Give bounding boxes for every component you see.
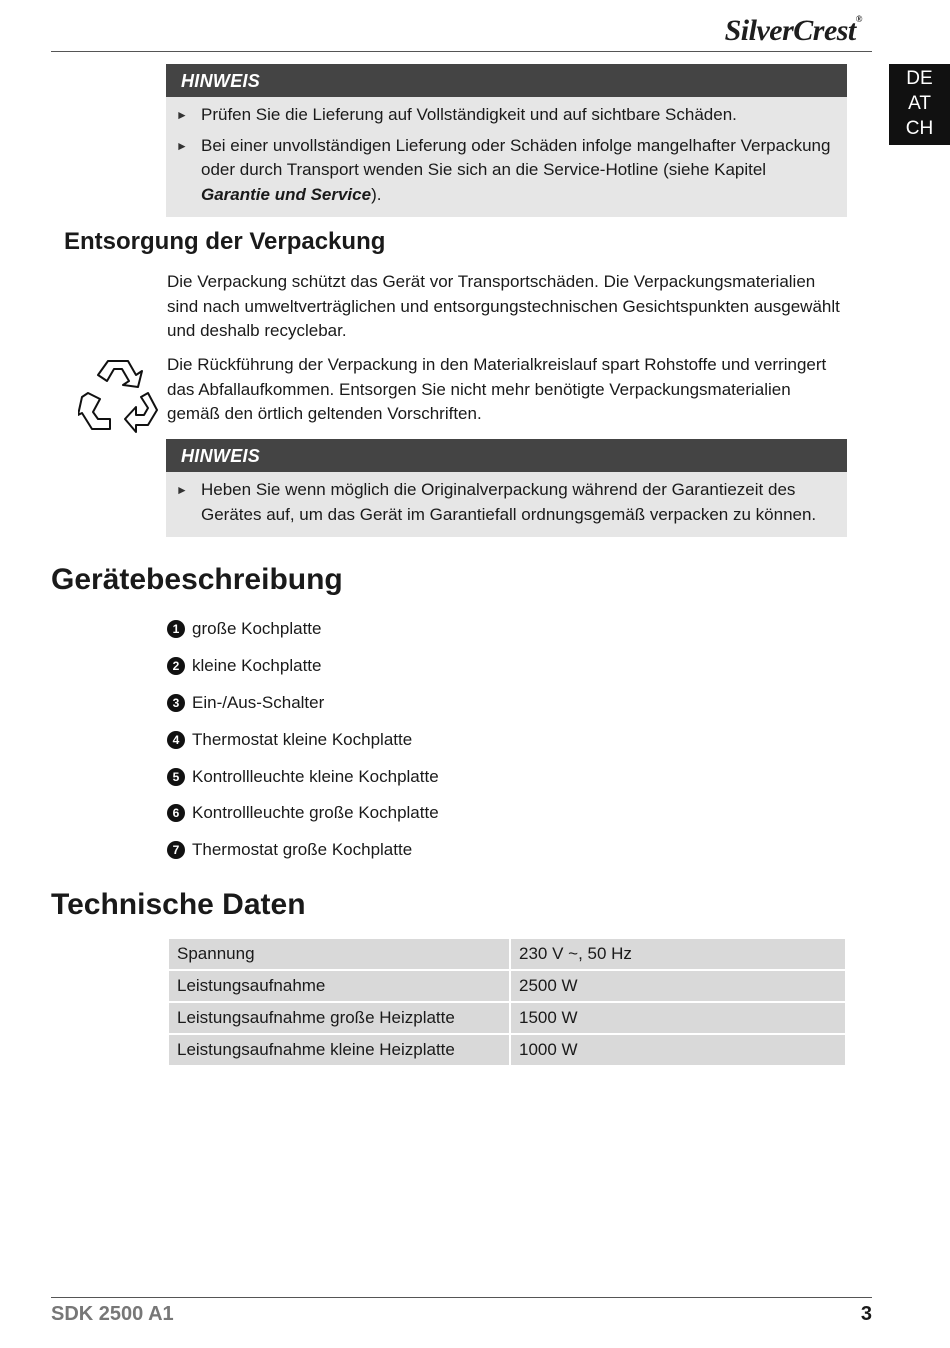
parts-list (167, 611, 439, 869)
part-label: Ein-/Aus-Schalter (192, 692, 325, 712)
brand-registered-mark: ® (855, 14, 862, 24)
note-item (176, 134, 839, 208)
note-text-prefix: Bei einer unvollständigen Lieferung oder Schäden infolge mangelhafter Verpackung oder durch Transport wenden Sie sich an die Service-Hotline (siehe Kapitel (201, 135, 831, 179)
note-text-suffix: ). (371, 184, 382, 204)
number-badge: 5 (167, 768, 185, 786)
number-badge: 6 (167, 804, 185, 822)
spec-label: Leistungsaufnahme kleine Heizplatte (169, 1035, 509, 1065)
table-row (169, 1003, 845, 1033)
spec-value: 230 V ~, 50 Hz (511, 939, 845, 969)
disposal-paragraph-1: Die Verpackung schützt das Gerät vor Transportschäden. Die Verpackungsmaterialien sind nach umweltverträglichen und entsorgungstechnischen Gesichtspunkten ausgewählt und deshalb recyclebar. (167, 272, 840, 340)
part-label: kleine Kochplatte (192, 656, 322, 676)
note-box-packaging (166, 439, 847, 537)
list-item (167, 832, 439, 869)
list-item (167, 611, 439, 648)
language-tab (889, 64, 950, 145)
recycling-icon (78, 355, 158, 433)
number-badge: 3 (167, 694, 185, 712)
table-row (169, 971, 845, 1001)
part-label: Kontrollleuchte kleine Kochplatte (192, 766, 439, 786)
language-at: AT (908, 93, 931, 114)
model-number: SDK 2500 A1 (51, 1303, 174, 1325)
bullet-arrow-icon: ► (176, 483, 188, 497)
spec-label: Leistungsaufnahme große Heizplatte (169, 1003, 509, 1033)
note-title: HINWEIS (166, 439, 847, 472)
language-ch: CH (905, 118, 934, 139)
part-label: Thermostat große Kochplatte (192, 840, 413, 860)
bullet-arrow-icon: ► (176, 108, 188, 122)
language-de: DE (906, 68, 933, 89)
list-item (167, 795, 439, 832)
number-badge: 7 (167, 841, 185, 859)
brand-name: SilverCrest (724, 14, 856, 47)
section-title-disposal: Entsorgung der Verpackung (64, 228, 386, 255)
brand-logo (725, 14, 862, 48)
part-label: große Kochplatte (192, 619, 322, 639)
table-row (169, 939, 845, 969)
part-label: Thermostat kleine Kochplatte (192, 729, 413, 749)
footer-rule (51, 1297, 872, 1298)
note-item (176, 103, 839, 128)
note-text (201, 134, 839, 208)
spec-value: 1500 W (511, 1003, 845, 1033)
number-badge: 4 (167, 731, 185, 749)
spec-label: Spannung (169, 939, 509, 969)
table-row (169, 1035, 845, 1065)
number-badge: 1 (167, 620, 185, 638)
note-text-bold: Garantie und Service (201, 184, 372, 204)
note-list (166, 97, 847, 217)
spec-label: Leistungsaufnahme (169, 971, 509, 1001)
note-list (166, 472, 847, 537)
note-text: Prüfen Sie die Lieferung auf Vollständigkeit und auf sichtbare Schäden. (201, 105, 737, 124)
disposal-paragraph-2: Die Rückführung der Verpackung in den Materialkreislauf spart Rohstoffe und verringert das Abfallaufkommen. Entsorgen Sie nicht mehr benötigte Verpackungsmaterialien gemäß den örtlich geltenden Vorschriften. (167, 355, 827, 423)
number-badge: 2 (167, 657, 185, 675)
section-title-specs: Technische Daten (51, 888, 306, 921)
page-number: 3 (860, 1303, 872, 1325)
spec-value: 2500 W (511, 971, 845, 1001)
specs-table (167, 937, 847, 1067)
list-item (167, 648, 439, 685)
list-item (167, 758, 439, 795)
bullet-arrow-icon: ► (176, 138, 188, 153)
part-label: Kontrollleuchte große Kochplatte (192, 803, 439, 823)
note-box-delivery (166, 64, 847, 217)
section-title-description: Gerätebeschreibung (51, 563, 343, 596)
header-rule (51, 51, 872, 52)
note-text: Heben Sie wenn möglich die Originalverpackung während der Garantiezeit des Gerätes auf, um das Gerät im Garantiefall ordnungsgemäß verpacken zu können. (201, 480, 817, 524)
spec-value: 1000 W (511, 1035, 845, 1065)
note-title: HINWEIS (166, 64, 847, 97)
list-item (167, 685, 439, 722)
note-item (176, 478, 839, 527)
list-item (167, 721, 439, 758)
